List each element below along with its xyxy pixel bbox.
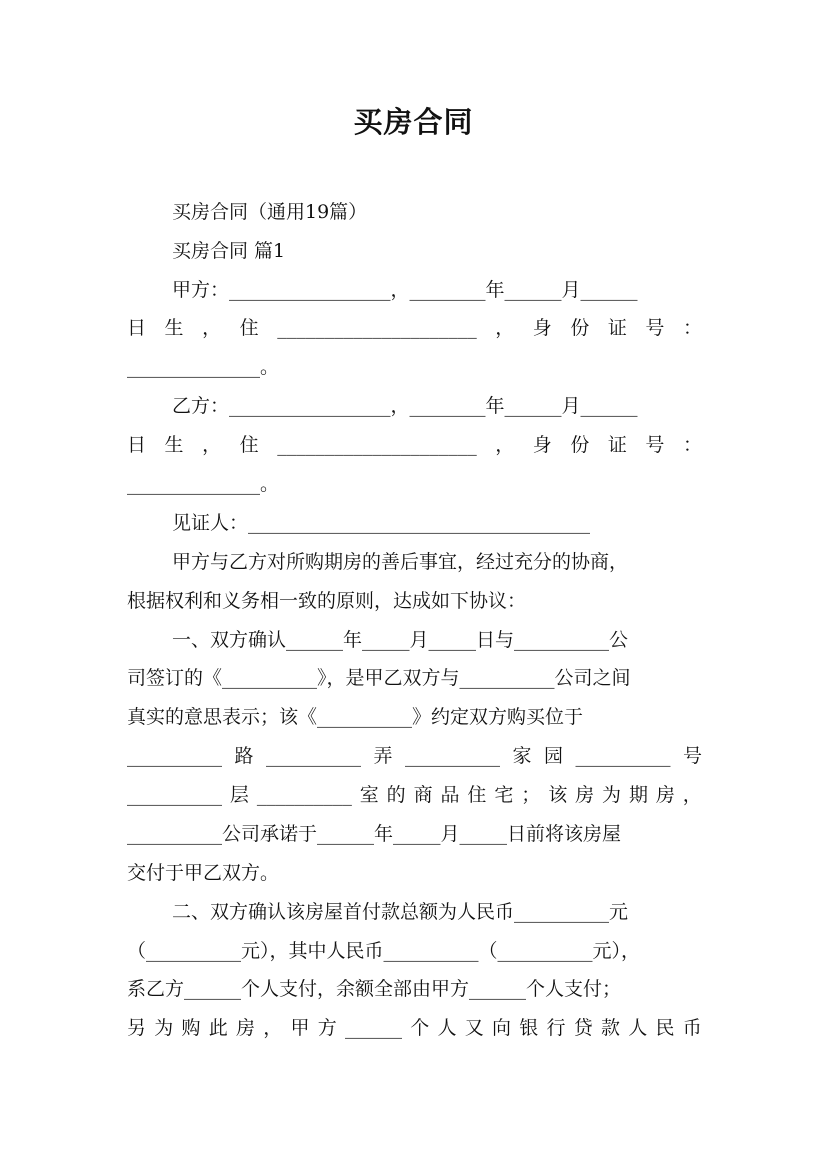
clause-1-line-4	[127, 744, 702, 768]
intro-line-2: 根据权利和义务相一致的原则，达成如下协议：	[127, 590, 527, 612]
document-title: 买房合同	[353, 105, 474, 139]
text-char: 园	[543, 745, 563, 767]
text-char: 室	[359, 784, 379, 806]
party-a-line-1: 甲方：_________________，________年______月______	[172, 279, 638, 301]
text-char: ，	[682, 784, 702, 806]
clause-2-line-4	[127, 1016, 702, 1040]
clause-1-line-6: __________公司承诺于______年_____月_____日前将该房屋	[127, 823, 622, 845]
clause-2-line-3: 系乙方______个人支付，余额全部由甲方______个人支付；	[127, 978, 622, 1000]
party-b-line-2	[127, 433, 702, 457]
blank-field: __________	[265, 745, 361, 767]
text-char: ，	[495, 434, 515, 456]
text-char: 贷	[573, 1017, 593, 1039]
party-b-line-1: 乙方：_________________，________年______月______	[172, 395, 638, 417]
text-char: 份	[570, 434, 590, 456]
text-char: 生	[164, 434, 184, 456]
text-char: 为	[602, 784, 622, 806]
clause-1-line-2: 司签订的《__________》，是甲乙双方与__________公司之间	[127, 667, 631, 689]
blank-field: ______	[345, 1017, 402, 1039]
text-char: 民	[655, 1017, 675, 1039]
text-char: 号	[645, 434, 665, 456]
text-char: 身	[532, 317, 552, 339]
text-char: 商	[413, 784, 433, 806]
text-char: 人	[628, 1017, 648, 1039]
clause-1-line-5	[127, 783, 702, 807]
clause-1-line-7: 交付于甲乙双方。	[127, 862, 280, 884]
blank-field: __________	[404, 745, 500, 767]
text-char: 日	[127, 434, 147, 456]
text-char: ：	[682, 434, 702, 456]
text-char: 款	[600, 1017, 620, 1039]
clause-1-line-1: 一、双方确认______年_____月_____日与__________公	[172, 629, 629, 651]
text-char: 该	[548, 784, 568, 806]
text-char: 个	[410, 1017, 430, 1039]
text-char: 证	[607, 317, 627, 339]
text-char: 身	[532, 434, 552, 456]
text-char: 银	[519, 1017, 539, 1039]
section-heading: 买房合同 篇1	[172, 240, 286, 262]
text-char: 住	[239, 434, 259, 456]
text-char: 住	[467, 784, 487, 806]
clause-2-line-2: （__________元），其中人民币__________（__________元），	[127, 940, 641, 962]
text-char: 房	[655, 784, 675, 806]
text-char: 行	[546, 1017, 566, 1039]
text-char: 房	[236, 1017, 256, 1039]
text-char: 方	[317, 1017, 337, 1039]
party-b-line-3: ______________。	[127, 473, 280, 495]
text-char: 房	[575, 784, 595, 806]
text-char: ：	[682, 317, 702, 339]
witness-line: 见证人：____________________________________	[172, 512, 591, 534]
text-char: ，	[202, 317, 222, 339]
text-char: 另	[127, 1017, 147, 1039]
text-char: 生	[164, 317, 184, 339]
text-char: 家	[512, 745, 532, 767]
blank-field: __________	[127, 784, 222, 806]
blank-field: __________	[256, 784, 352, 806]
text-char: 向	[491, 1017, 511, 1039]
intro-line-1: 甲方与乙方对所购期房的善后事宜，经过充分的协商，	[172, 551, 629, 573]
text-char: 宅	[494, 784, 514, 806]
document-subtitle: 买房合同（通用19篇）	[172, 201, 368, 223]
text-char: 号	[645, 317, 665, 339]
text-char: 日	[127, 317, 147, 339]
party-a-line-3: ______________。	[127, 356, 280, 378]
text-char: ，	[495, 317, 515, 339]
text-char: 住	[239, 317, 259, 339]
text-char: ；	[521, 784, 541, 806]
blank-field: _____________________	[277, 317, 477, 339]
party-a-line-2	[127, 316, 702, 340]
text-char: 甲	[290, 1017, 310, 1039]
blank-field: _____________________	[277, 434, 477, 456]
text-char: 又	[464, 1017, 484, 1039]
text-char: ，	[202, 434, 222, 456]
blank-field: __________	[127, 745, 222, 767]
text-char: 为	[154, 1017, 174, 1039]
text-char: 证	[607, 434, 627, 456]
text-char: 弄	[373, 745, 393, 767]
clause-1-line-3: 真实的意思表示；该《__________》约定双方购买位于	[127, 706, 584, 728]
clause-2-line-1: 二、双方确认该房屋首付款总额为人民币__________元	[172, 901, 629, 923]
text-char: 此	[208, 1017, 228, 1039]
text-char: 期	[628, 784, 648, 806]
text-char: 号	[682, 745, 702, 767]
text-char: 币	[682, 1017, 702, 1039]
text-char: 的	[386, 784, 406, 806]
text-char: ，	[263, 1017, 283, 1039]
text-char: 层	[229, 784, 249, 806]
text-char: 购	[181, 1017, 201, 1039]
text-char: 品	[440, 784, 460, 806]
text-char: 路	[234, 745, 254, 767]
text-char: 份	[570, 317, 590, 339]
text-char: 人	[437, 1017, 457, 1039]
blank-field: __________	[575, 745, 671, 767]
